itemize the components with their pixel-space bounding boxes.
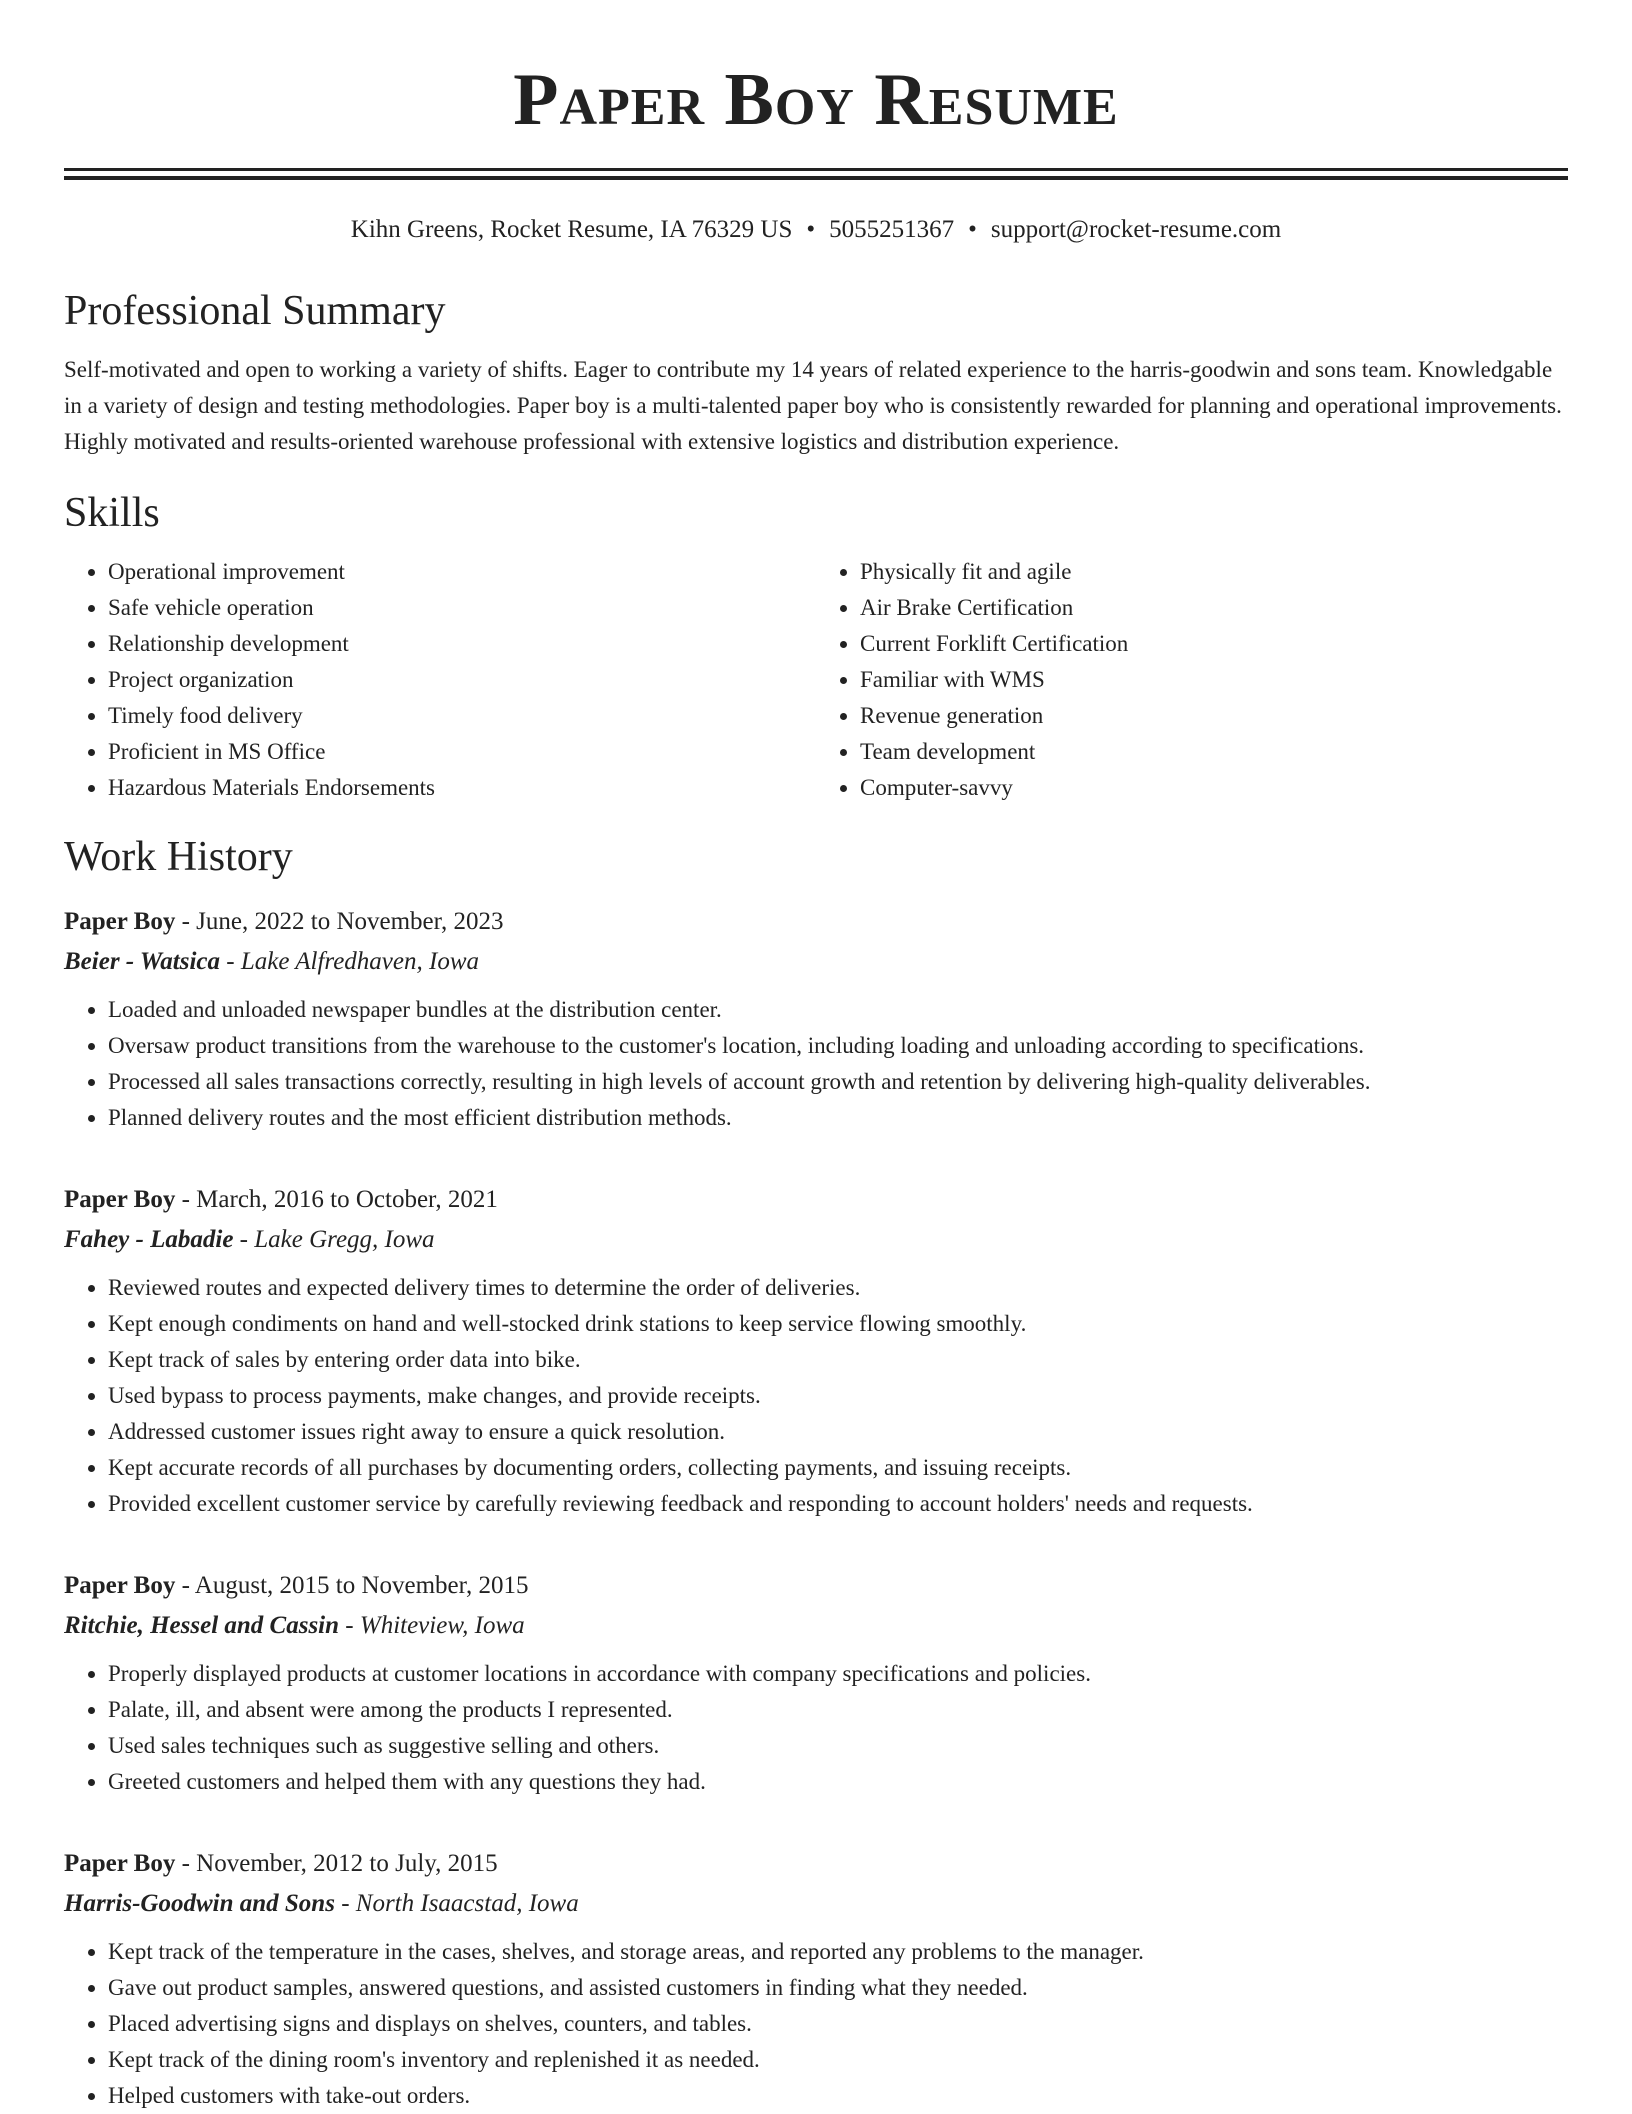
- job-duty-item: • Kept track of sales by entering order data into bike.: [108, 1342, 1568, 1378]
- summary-heading: Professional Summary: [64, 288, 446, 334]
- job-duty-item: • Addressed customer issues right away to ensure a quick resolution.: [108, 1414, 1568, 1450]
- job-duty-item: • Gave out product samples, answered questions, and assisted customers in finding what they needed.: [108, 1970, 1568, 2006]
- job-header: [64, 1566, 1568, 1606]
- job-entry: [64, 1844, 1568, 2114]
- job-duty-item: • Kept enough condiments on hand and well-stocked drink stations to keep service flowing smoothly.: [108, 1306, 1568, 1342]
- contact-separator: •: [806, 216, 816, 243]
- job-duties-list: [64, 1270, 1568, 1522]
- skill-item: • Team development: [860, 734, 1568, 770]
- skill-item: • Relationship development: [108, 626, 816, 662]
- job-header: [64, 1844, 1568, 1884]
- job-duty-item: • Oversaw product transitions from the warehouse to the customer's location, including loading and unloading according to specifications.: [108, 1028, 1568, 1064]
- skills-list-right: [816, 554, 1568, 806]
- job-company: Fahey - Labadie: [64, 1226, 234, 1253]
- job-employer: [64, 942, 1568, 982]
- skills-heading: Skills: [64, 490, 160, 536]
- job-duty-item: • Planned delivery routes and the most efficient distribution methods.: [108, 1100, 1568, 1136]
- job-duties-list: [64, 1934, 1568, 2114]
- job-title: Paper Boy: [64, 908, 176, 935]
- job-duty-item: • Helped customers with take-out orders.: [108, 2078, 1568, 2114]
- skill-item: • Revenue generation: [860, 698, 1568, 734]
- skill-item: • Physically fit and agile: [860, 554, 1568, 590]
- job-title: Paper Boy: [64, 1186, 176, 1213]
- skill-item: • Safe vehicle operation: [108, 590, 816, 626]
- skill-item: • Project organization: [108, 662, 816, 698]
- job-company: Beier - Watsica: [64, 948, 221, 975]
- skill-item: • Operational improvement: [108, 554, 816, 590]
- job-duty-item: • Kept track of the dining room's inventory and replenished it as needed.: [108, 2042, 1568, 2078]
- job-dates: - November, 2012 to July, 2015: [175, 1850, 498, 1877]
- job-dates: - March, 2016 to October, 2021: [175, 1186, 498, 1213]
- job-duty-item: • Provided excellent customer service by carefully reviewing feedback and responding to account holders' needs and requests.: [108, 1486, 1568, 1522]
- job-entry: [64, 1566, 1568, 1800]
- skill-item: • Proficient in MS Office: [108, 734, 816, 770]
- skill-item: • Current Forklift Certification: [860, 626, 1568, 662]
- job-duty-item: • Palate, ill, and absent were among the products I represented.: [108, 1692, 1568, 1728]
- job-location: - Lake Alfredhaven, Iowa: [220, 948, 479, 975]
- job-duty-item: • Greeted customers and helped them with any questions they had.: [108, 1764, 1568, 1800]
- job-company: Ritchie, Hessel and Cassin: [64, 1612, 340, 1639]
- summary-text: Self-motivated and open to working a variety of shifts. Eager to contribute my 14 years of related experience to the harris-goodwin and sons team. Knowledgable in a variety of design and testing methodologies. Paper boy is a multi-talented paper boy who is consistently rewarded for planning and operational improvements. Highly motivated and results-oriented warehouse professional with extensive logistics and distribution experience.: [64, 357, 1562, 454]
- job-duties-list: [64, 1656, 1568, 1800]
- job-dates: - June, 2022 to November, 2023: [175, 908, 504, 935]
- job-duty-item: • Placed advertising signs and displays on shelves, counters, and tables.: [108, 2006, 1568, 2042]
- job-header: [64, 902, 1568, 942]
- job-duty-item: • Kept accurate records of all purchases by documenting orders, collecting payments, and issuing receipts.: [108, 1450, 1568, 1486]
- work-history-heading: Work History: [64, 834, 293, 880]
- job-location: - Lake Gregg, Iowa: [233, 1226, 435, 1253]
- job-duty-item: • Properly displayed products at customer locations in accordance with company specifications and policies.: [108, 1656, 1568, 1692]
- contact-address: Kihn Greens, Rocket Resume, IA 76329 US: [350, 216, 793, 243]
- skill-item: • Hazardous Materials Endorsements: [108, 770, 816, 806]
- job-company: Harris-Goodwin and Sons: [64, 1890, 335, 1917]
- skill-item: • Timely food delivery: [108, 698, 816, 734]
- job-employer: [64, 1884, 1568, 1924]
- job-employer: [64, 1220, 1568, 1260]
- resume-title: Paper Boy Resume: [513, 59, 1119, 141]
- skills-columns: [64, 554, 1568, 806]
- contact-email: support@rocket-resume.com: [990, 216, 1282, 243]
- work-history-list: [64, 902, 1568, 2114]
- job-entry: [64, 1180, 1568, 1522]
- contact-line: [64, 214, 1568, 246]
- job-entry: [64, 902, 1568, 1136]
- contact-separator: •: [968, 216, 977, 243]
- job-location: - Whiteview, Iowa: [339, 1612, 525, 1639]
- job-header: [64, 1180, 1568, 1220]
- job-duties-list: [64, 992, 1568, 1136]
- job-dates: - August, 2015 to November, 2015: [175, 1572, 529, 1599]
- title-divider: [64, 168, 1568, 180]
- job-duty-item: • Kept track of the temperature in the cases, shelves, and storage areas, and reported any problems to the manager.: [108, 1934, 1568, 1970]
- skill-item: • Air Brake Certification: [860, 590, 1568, 626]
- job-title: Paper Boy: [64, 1572, 176, 1599]
- job-duty-item: • Processed all sales transactions correctly, resulting in high levels of account growth and retention by delivering high-quality deliverables.: [108, 1064, 1568, 1100]
- skill-item: • Familiar with WMS: [860, 662, 1568, 698]
- skills-list-left: [64, 554, 816, 806]
- job-duty-item: • Loaded and unloaded newspaper bundles at the distribution center.: [108, 992, 1568, 1028]
- job-duty-item: • Used bypass to process payments, make changes, and provide receipts.: [108, 1378, 1568, 1414]
- job-title: Paper Boy: [64, 1850, 176, 1877]
- job-employer: [64, 1606, 1568, 1646]
- job-duty-item: • Reviewed routes and expected delivery times to determine the order of deliveries.: [108, 1270, 1568, 1306]
- job-duty-item: • Used sales techniques such as suggestive selling and others.: [108, 1728, 1568, 1764]
- contact-phone: 5055251367: [829, 216, 955, 243]
- skill-item: • Computer-savvy: [860, 770, 1568, 806]
- job-location: - North Isaacstad, Iowa: [334, 1890, 579, 1917]
